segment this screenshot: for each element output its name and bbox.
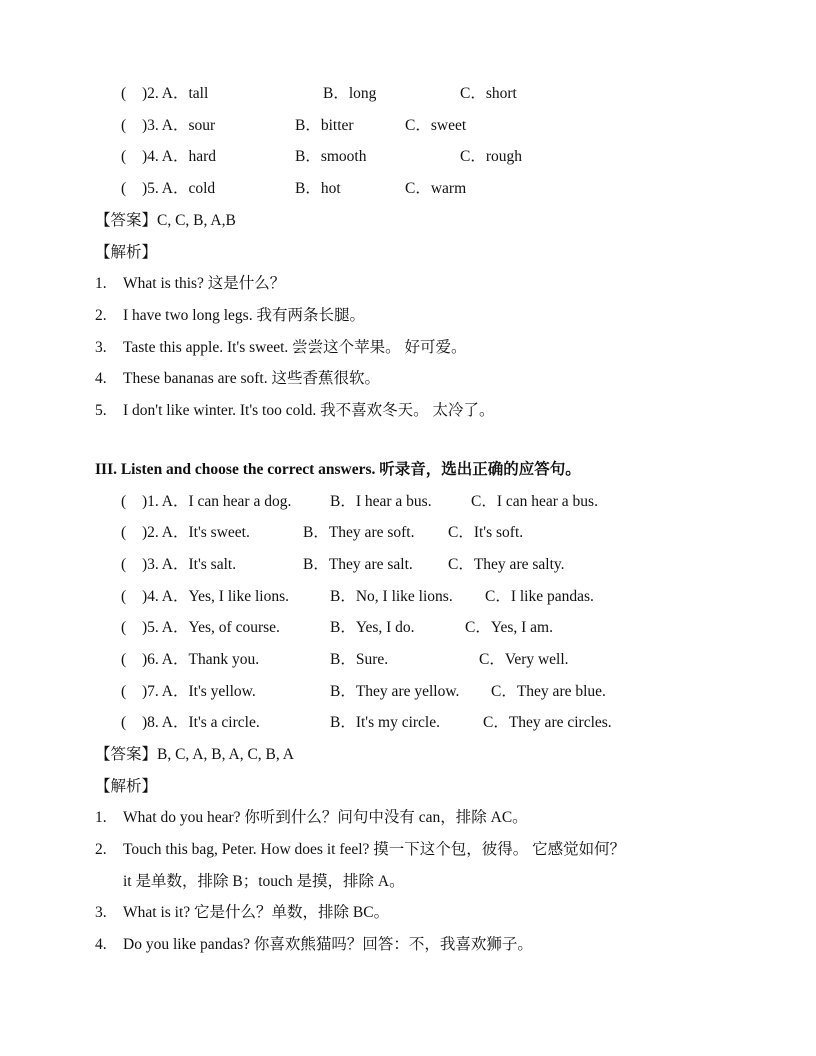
- option-b: B．hot: [295, 180, 341, 197]
- option-a: )6. A．Thank you.: [142, 651, 260, 668]
- option-b: B．No, I like lions.: [330, 588, 453, 605]
- item-number: 5.: [95, 402, 107, 419]
- section-heading: [95, 460, 581, 480]
- item-text: What is this? 这是什么？: [123, 275, 286, 292]
- item-number: 1.: [95, 275, 107, 292]
- s3-answer: 【答案】B, C, A, B, A, C, B, A: [95, 746, 294, 763]
- option-b: B．Yes, I do.: [330, 619, 415, 636]
- item-text: Taste this apple. It's sweet. 尝尝这个苹果。 好可爱。: [123, 339, 467, 356]
- option-a: )5. A．Yes, of course.: [142, 619, 280, 636]
- item-number: 3.: [95, 339, 107, 356]
- item-text: Do you like pandas? 你喜欢熊猫吗？回答：不，我喜欢狮子。: [123, 936, 533, 953]
- answer-paren: (: [121, 619, 127, 636]
- option-c: C．Yes, I am.: [465, 619, 553, 636]
- answer-paren: (: [121, 588, 127, 605]
- item-text: Touch this bag, Peter. How does it feel? 摸一下这个包，彼得。 它感觉如何？: [123, 841, 626, 858]
- option-b: B．It's my circle.: [330, 714, 440, 731]
- answer-paren: (: [121, 524, 127, 541]
- item-number: 1.: [95, 809, 107, 826]
- option-c: C．They are circles.: [483, 714, 612, 731]
- option-c: C．I like pandas.: [485, 588, 594, 605]
- option-b: B．smooth: [295, 148, 367, 165]
- option-a: )3. A．sour: [142, 117, 216, 134]
- item-text: I don't like winter. It's too cold. 我不喜欢冬天。 太冷了。: [123, 402, 495, 419]
- option-c: C．rough: [460, 148, 523, 165]
- option-a: )4. A．hard: [142, 148, 217, 165]
- answer-paren: (: [121, 180, 127, 197]
- item-number: 3.: [95, 904, 107, 921]
- answer-paren: (: [121, 117, 127, 134]
- section-heading-en: III. Listen and choose the correct answers.: [95, 461, 376, 478]
- answer-paren: (: [121, 556, 127, 573]
- s2-answer: 【答案】C, C, B, A,B: [95, 212, 236, 229]
- option-c: C．sweet: [405, 117, 467, 134]
- option-b: B．They are soft.: [303, 524, 415, 541]
- option-c: C．short: [460, 85, 517, 102]
- option-a: )4. A．Yes, I like lions.: [142, 588, 289, 605]
- answer-paren: (: [121, 683, 127, 700]
- option-b: B．I hear a bus.: [330, 493, 432, 510]
- item-text: What do you hear? 你听到什么？问句中没有 can，排除 AC。: [123, 809, 528, 826]
- item-text: What is it? 它是什么？单数，排除 BC。: [123, 904, 390, 921]
- option-a: )2. A．tall: [142, 85, 209, 102]
- item-text: These bananas are soft. 这些香蕉很软。: [123, 370, 380, 387]
- answer-paren: (: [121, 651, 127, 668]
- option-c: C．warm: [405, 180, 467, 197]
- option-b: B．long: [323, 85, 377, 102]
- option-a: )1. A．I can hear a dog.: [142, 493, 292, 510]
- option-b: B．They are yellow.: [330, 683, 460, 700]
- item-number: 2.: [95, 841, 107, 858]
- option-a: )7. A．It's yellow.: [142, 683, 256, 700]
- item-number: 4.: [95, 936, 107, 953]
- answer-paren: (: [121, 714, 127, 731]
- option-c: C．They are salty.: [448, 556, 565, 573]
- section-heading-cn: 听录音，选出正确的应答句。: [379, 461, 581, 478]
- option-a: )8. A．It's a circle.: [142, 714, 260, 731]
- option-b: B．bitter: [295, 117, 354, 134]
- answer-paren: (: [121, 148, 127, 165]
- item-text: it 是单数，排除 B；touch 是摸，排除 A。: [123, 873, 405, 890]
- answer-paren: (: [121, 493, 127, 510]
- option-b: B．They are salt.: [303, 556, 413, 573]
- option-c: C．I can hear a bus.: [471, 493, 598, 510]
- option-b: B．Sure.: [330, 651, 389, 668]
- option-c: C．Very well.: [479, 651, 569, 668]
- item-number: 2.: [95, 307, 107, 324]
- answer-paren: (: [121, 85, 127, 102]
- item-text: I have two long legs. 我有两条长腿。: [123, 307, 365, 324]
- s2-analysis-label: 【解析】: [95, 244, 158, 261]
- option-c: C．It's soft.: [448, 524, 524, 541]
- option-c: C．They are blue.: [491, 683, 606, 700]
- s3-analysis-label: 【解析】: [95, 778, 158, 795]
- option-a: )2. A．It's sweet.: [142, 524, 250, 541]
- item-number: 4.: [95, 370, 107, 387]
- option-a: )3. A．It's salt.: [142, 556, 237, 573]
- option-a: )5. A．cold: [142, 180, 216, 197]
